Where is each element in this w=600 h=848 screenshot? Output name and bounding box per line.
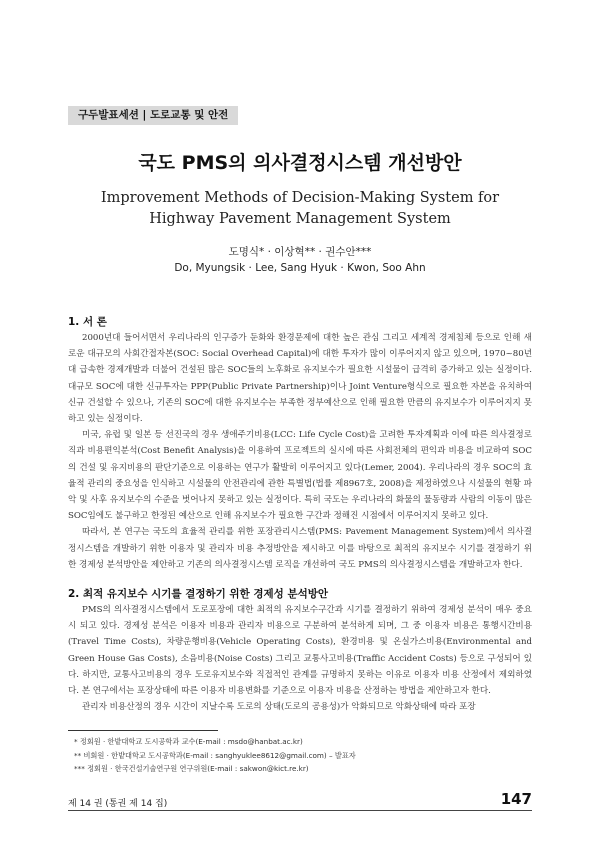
authors-english: Do, Myungsik · Lee, Sang Hyuk · Kwon, Soo Ahn xyxy=(174,262,426,274)
section-heading-2: 2. 최적 유지보수 시기를 결정하기 위한 경제성 분석방안 xyxy=(68,588,329,600)
footer-divider xyxy=(68,810,532,811)
paragraph: 미국, 유럽 및 일본 등 선진국의 경우 생애주기비용(LCC: Life Cycle Cost)을 고려한 투자계획과 이에 따른 의사결정로직과 비용편익분석(Cost Benefit Analysis)을 이용하여 프로젝트의 실시에 따른 사회전체의 편익과 비용을 비교하여 SOC의 건설 및 유지비용의 판단기준으로 이용하는 연구가 활발히 이루어지고 있다(Lemer, 2004). 우리나라의 경우 SOC의 효율적 관리의 중요성을 인식하고 시설물의 안전관리에 관한 특별법(법률 제8967호, 2008)을 제정하였으나 시설물의 현황 파악 및 사후 유지보수의 수준을 벗어나지 못하고 있는 실정이다. 특히 국도는 우리나라의 화물의 물동량과 사람의 이동이 많은 SOC임에도 불구하고 한정된 예산으로 인해 유지보수가 필요한 구간과 정해진 시점에서 이루어지지 못하고 있다. xyxy=(68,430,532,522)
paragraph: 2000년대 들어서면서 우리나라의 인구증가 둔화와 환경문제에 대한 높은 관심 그리고 세계적 경제침체 등으로 인해 새로운 대규모의 사회간접자본(SOC: Social Overhead Capital)에 대한 투자가 많이 이루어지지 않고 있으며, 1970~80년대 급속한 경제개발과 더불어 건설된 많은 SOC들의 노후화로 유지보수가 필요한 시설물이 급격히 증가하고 있는 실정이다. 대규모 SOC에 대한 신규투자는 PPP(Public Private Partnership)이나 Joint Venture형식으로 필요한 자본을 유치하여 신규 건설할 수 있으나, 기존의 SOC에 대한 유지보수는 부족한 정부예산으로 인해 필요한 만큼의 유지보수가 이루어지지 못하고 있는 실정이다. xyxy=(68,333,532,425)
footnotes xyxy=(74,735,356,776)
paragraph: 관리자 비용산정의 경우 시간이 지날수록 도로의 상태(도로의 공용성)가 악화되므로 악화상태에 따라 포장 xyxy=(82,702,476,713)
section-heading-1: 1. 서 론 xyxy=(68,316,107,328)
journal-volume: 제 14 권 (통권 제 14 집) xyxy=(68,799,168,809)
footnote-2: ** 비회원 · 한밭대학교 도시공학과(E-mail : sanghyuklee8612@gmail.com) – 발표자 xyxy=(74,750,356,760)
page-number: 147 xyxy=(500,790,532,808)
paper-title-korean: 국도 PMS의 의사결정시스템 개선방안 xyxy=(138,152,462,174)
section-body-1 xyxy=(68,330,532,573)
footnote-3: *** 정회원 · 한국건설기술연구원 연구위원(E-mail : sakwon@kict.re.kr) xyxy=(74,764,309,773)
session-tag: 구두발표세션 | 도로교통 및 안전 xyxy=(68,106,238,125)
footnote-divider xyxy=(68,730,218,731)
footnote-1: * 정회원 · 한밭대학교 도시공학과 교수(E-mail : msdo@hanbat.ac.kr) xyxy=(74,737,303,746)
paragraph: 따라서, 본 연구는 국도의 효율적 관리를 위한 포장관리시스템(PMS: Pavement Management System)에서 의사결정시스템을 개발하기 위한 이용자 및 관리자 비용 추정방안을 제시하고 이를 바탕으로 최적의 유지보수 시기를 결정하기 위한 경제성 분석방안을 제안하고 기존의 의사결정시스템 로직을 개선하여 국도 PMS의 의사결정시스템을 개발하고자 한다. xyxy=(68,527,532,570)
paragraph: PMS의 의사결정시스템에서 도로포장에 대한 최적의 유지보수구간과 시기를 결정하기 위하여 경제성 분석이 매우 중요시 되고 있다. 경제성 분석은 이용자 비용과 관리자 비용으로 구분하여 분석하게 되며, 그 중 이용자 비용은 통행시간비용(Travel Time Costs), 차량운행비용(Vehicle Operating Costs), 환경비용 및 온실가스비용(Environmental and Green House Gas Costs), 소음비용(Noise Costs) 그리고 교통사고비용(Traffic Accident Costs) 등으로 구성되어 있다. 하지만, 교통사고비용의 경우 도로유지보수와 직접적인 관계를 규명하지 못하는 이유로 이용자 비용 산정에서 제외하였다. 본 연구에서는 포장상태에 따른 이용자 비용변화를 기준으로 이용자 비용을 산정하는 방법을 제안하고자 한다. xyxy=(68,605,532,697)
section-body-2 xyxy=(68,602,532,715)
authors-korean: 도명식* · 이상혁** · 권수안*** xyxy=(228,246,372,258)
paper-title-english: Improvement Methods of Decision-Making System for Highway Pavement Management System xyxy=(100,190,500,227)
